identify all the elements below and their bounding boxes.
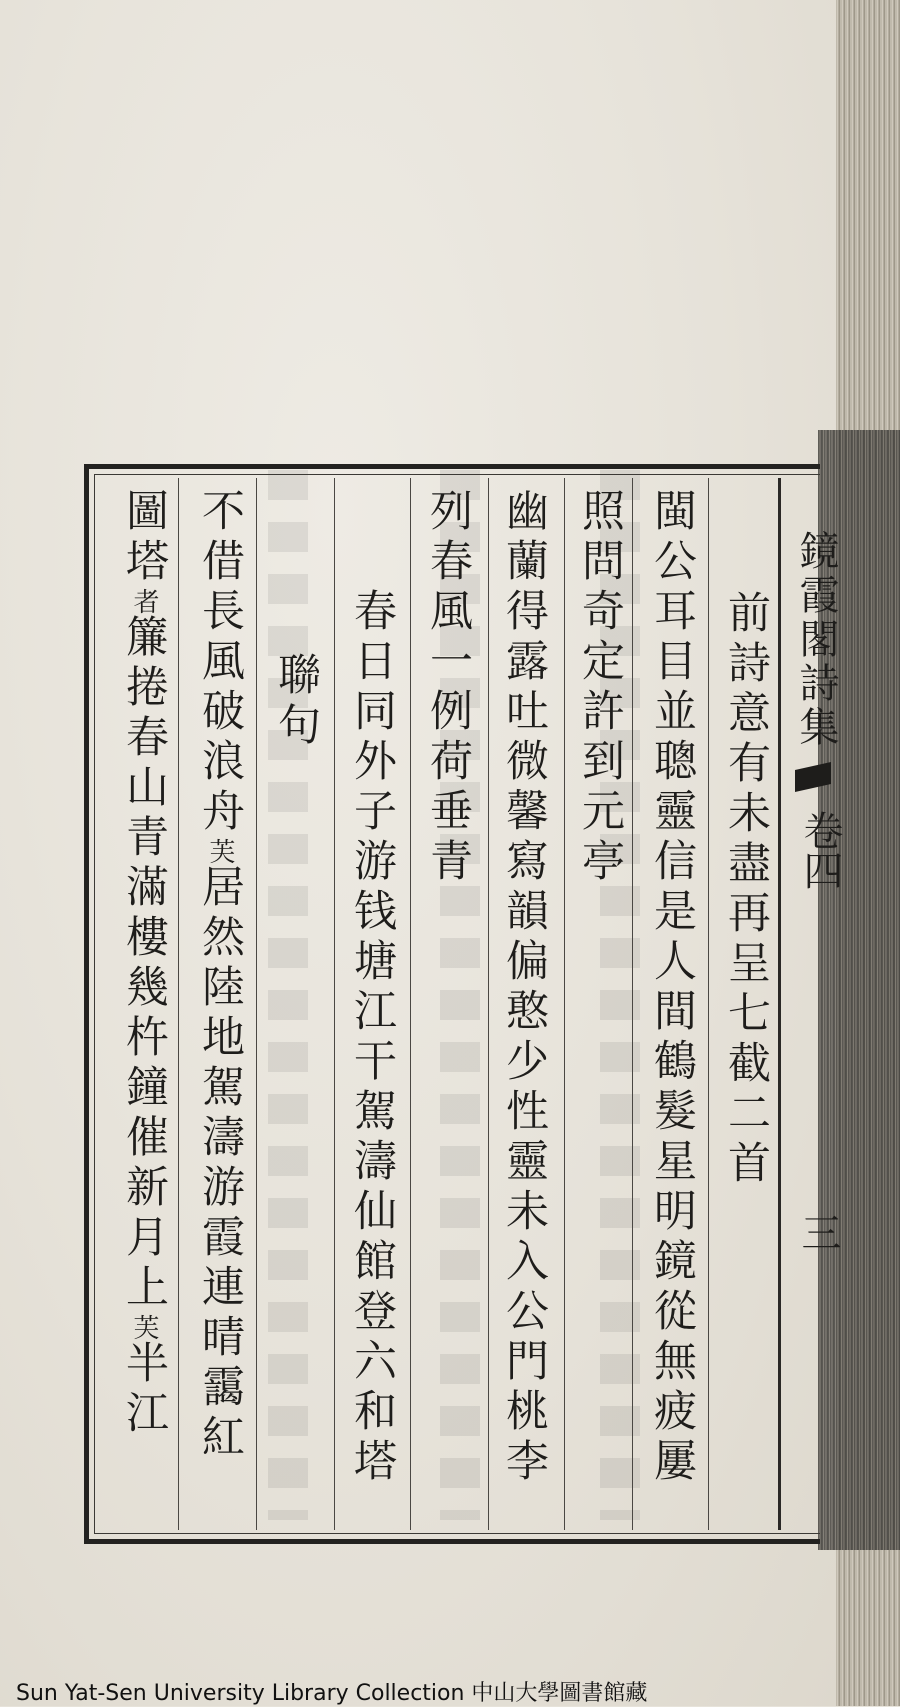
column-rule — [334, 478, 335, 1530]
verse-line: 簾捲春山青滿樓幾杵鐘催新月上 — [119, 614, 169, 1314]
text-column — [196, 488, 244, 1464]
text-column: 照問奇定許到元亭 — [575, 488, 625, 888]
column-rule — [632, 478, 633, 1530]
verse-line: 不借長風破浪舟 — [195, 488, 245, 838]
column-rule — [178, 478, 179, 1530]
volume-label: 卷四 — [797, 810, 843, 890]
poem-title-column: 前詩意有未盡再呈七截二首 — [721, 590, 771, 1190]
fish-tail-mark-icon — [795, 762, 831, 792]
text-column: 幽蘭得露吐微馨寫韻偏憨少性靈未入公門桃李 — [499, 488, 549, 1488]
poem-title-column: 春日同外子游钱塘江干駕濤仙館登六和塔 — [347, 588, 397, 1488]
center-fold-rule — [778, 478, 781, 1530]
collection-credit: Sun Yat-Sen University Library Collection 中山大學圖書館藏 — [16, 1681, 648, 1706]
text-column: 列春風一例荷垂青 — [423, 488, 473, 888]
column-rule — [410, 478, 411, 1530]
author-note: 者 — [129, 588, 159, 614]
verse-line: 圖塔 — [119, 488, 169, 588]
verse-line: 居然陸地駕濤游霞連晴靄紅 — [195, 864, 245, 1464]
verse-line: 半江 — [119, 1340, 169, 1440]
section-heading: 聯句 — [271, 652, 321, 752]
column-rule — [488, 478, 489, 1530]
text-column: 閩公耳目並聰靈信是人間鶴髮星明鏡從無疲屢 — [647, 488, 697, 1488]
column-rule — [256, 478, 257, 1530]
column-rule — [564, 478, 565, 1530]
column-rule — [708, 478, 709, 1530]
text-column — [120, 488, 168, 1440]
author-note: 芙 — [205, 838, 235, 864]
page-number: 三 — [795, 1212, 841, 1252]
book-title-margin: 鏡霞閣詩集 — [793, 530, 839, 750]
author-note: 芙 — [129, 1314, 159, 1340]
